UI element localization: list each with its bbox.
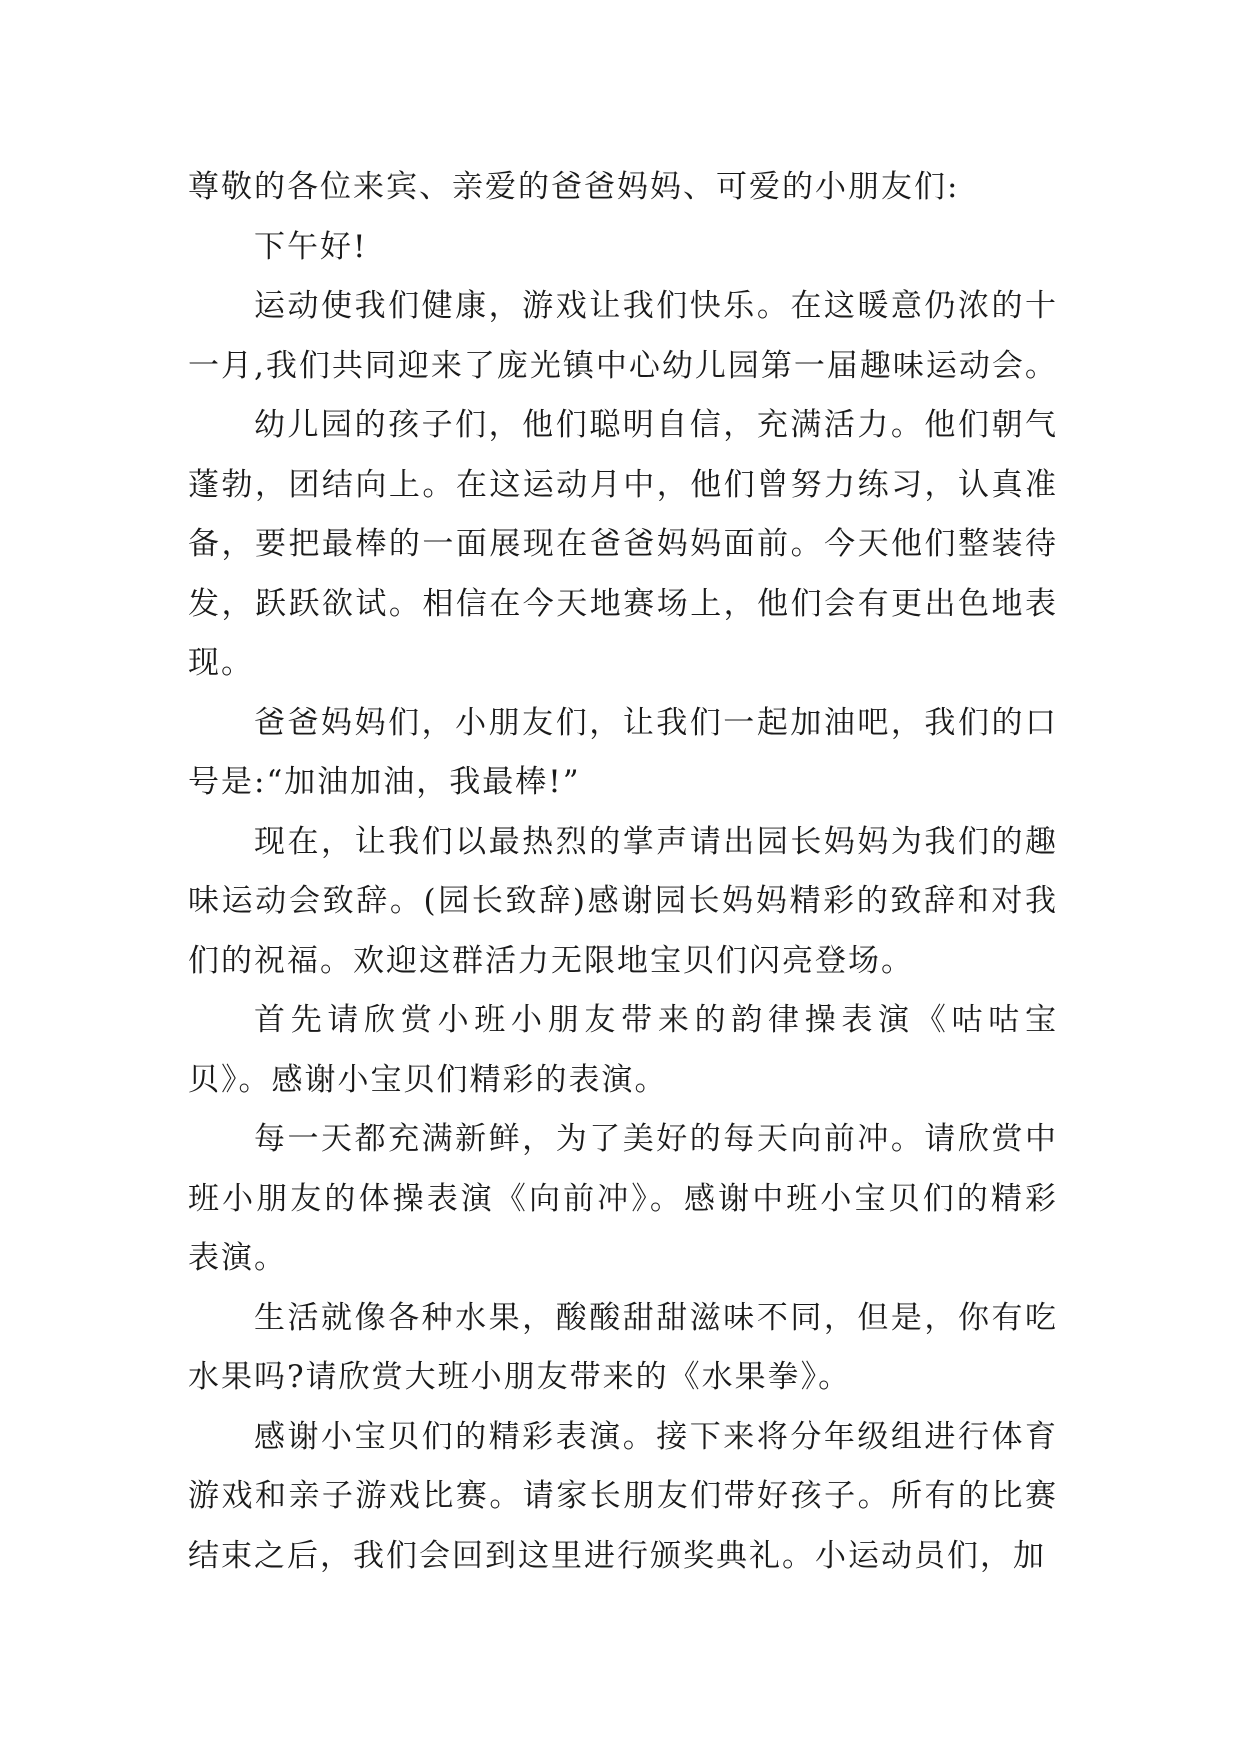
paragraph-opening: 运动使我们健康，游戏让我们快乐。在这暖意仍浓的十一月,我们共同迎来了庞光镇中心幼儿园第一届趣味运动会。 [188,288,1058,384]
salutation: 尊敬的各位来宾、亲爱的爸爸妈妈、可爱的小朋友们: [188,169,960,205]
paragraph-principal-speech: 现在，让我们以最热烈的掌声请出园长妈妈为我们的趣味运动会致辞。(园长致辞)感谢园长妈妈精彩的致辞和对我们的祝福。欢迎这群活力无限地宝贝们闪亮登场。 [188,823,1058,979]
paragraph-greeting: 下午好! [254,228,368,265]
paragraph-middle-class: 每一天都充满新鲜，为了美好的每天向前冲。请欣赏中班小朋友的体操表演《向前冲》。感谢中班小宝贝们的精彩表演。 [188,1121,1058,1276]
document-body [188,158,1058,1586]
paragraph-slogan: 爸爸妈妈们，小朋友们，让我们一起加油吧，我们的口号是:“加油加油，我最棒!” [188,704,1058,800]
paragraph-children: 幼儿园的孩子们，他们聪明自信，充满活力。他们朝气蓬勃，团结向上。在这运动月中，他们曾努力练习，认真准备，要把最棒的一面展现在爸爸妈妈面前。今天他们整装待发，跃跃欲试。相信在今天地赛场上，他们会有更出色地表现。 [188,407,1058,681]
paragraph-games: 感谢小宝贝们的精彩表演。接下来将分年级组进行体育游戏和亲子游戏比赛。请家长朋友们带好孩子。所有的比赛结束之后，我们会回到这里进行颁奖典礼。小运动员们，加 [188,1418,1058,1574]
paragraph-small-class: 首先请欣赏小班小朋友带来的韵律操表演《咕咕宝贝》。感谢小宝贝们精彩的表演。 [188,1002,1058,1098]
paragraph-big-class: 生活就像各种水果，酸酸甜甜滋味不同，但是，你有吃水果吗?请欣赏大班小朋友带来的《水果拳》。 [188,1299,1058,1395]
